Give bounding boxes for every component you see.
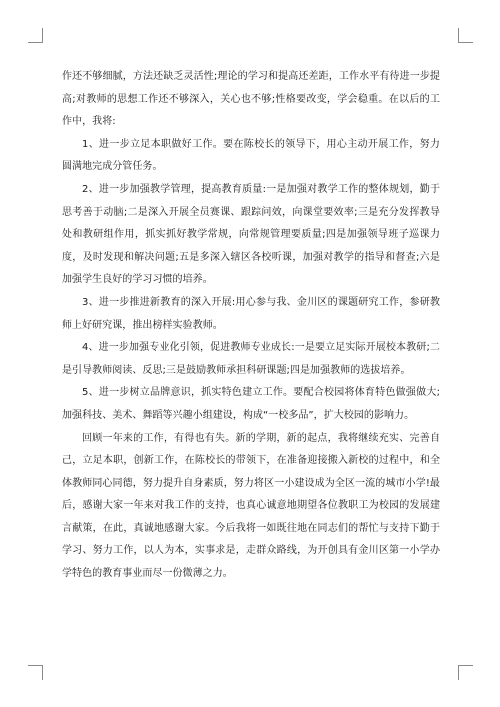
paragraph-closing: 回顾一年来的工作，有得也有失。新的学期，新的起点，我将继续充实、完善自己，立足本职，创新工作，在陈校长的带领下，在准备迎接搬入新校的过程中，和全体教师同心同德，努力提升自身素质，努力将区一小建设成为全区一流的城市小学!最后，感谢大家一年来对我工作的支持，也真心诚意地期望各位教职工为校园的发展建言献策，在此，真诚地感谢大家。今后我将一如既往地在同志们的帮忙与支持下勤于学习、努力工作，以人为本，实事求是，走群众路线，为开创具有金川区第一小学办学特色的教育事业而尽一份微薄之力。 xyxy=(62,432,440,580)
paragraph-item-2: 2、进一步加强教学管理，提高教育质量:一是加强对教学工作的整体规划，勤于思考善于动脑;二是深入开展全员赛课、跟踪问效，向课堂要效率;三是充分发挥教导处和教研组作用，抓实抓好教学常规，向常规管理要质量;四是加强领导班子巡课力度，及时发现和解决问题;五是多深入辖区各校听课，加强对教学的指导和督查;六是加强学生良好的学习习惯的培养。 xyxy=(62,183,440,286)
paragraph-item-3: 3、进一步推进新教育的深入开展:用心参与我、金川区的课题研究工作，参研教师上好研究课，推出榜样实验教师。 xyxy=(62,296,440,331)
paragraph-item-4: 4、进一步加强专业化引领，促进教师专业成长:一是要立足实际开展校本教研;二是引导教师阅读、反思;三是鼓励教师承担科研课题;四是加强教师的选拔培养。 xyxy=(62,342,440,376)
paragraph-intro: 作还不够细腻，方法还缺乏灵活性;理论的学习和提高还差距，工作水平有待进一步提高;对教师的思想工作还不够深入，关心也不够;性格要改变，学会稳重。在以后的工作中，我将: xyxy=(62,71,440,128)
crop-mark-top-left xyxy=(28,28,43,43)
paragraph-item-1: 1、进一步立足本职做好工作。要在陈校长的领导下，用心主动开展工作，努力圆满地完成分管任务。 xyxy=(62,138,440,173)
paragraph-item-5: 5、进一步树立品牌意识，抓实特色建立工作。要配合校园将体育特色做强做大;加强科技、美术、舞蹈等兴趣小组建设，构成“一校多品”，扩大校园的影响力。 xyxy=(62,387,440,421)
crop-mark-bottom-right xyxy=(458,665,473,680)
document-body xyxy=(62,66,440,586)
crop-mark-bottom-left xyxy=(28,665,43,680)
crop-mark-top-right xyxy=(458,28,473,43)
